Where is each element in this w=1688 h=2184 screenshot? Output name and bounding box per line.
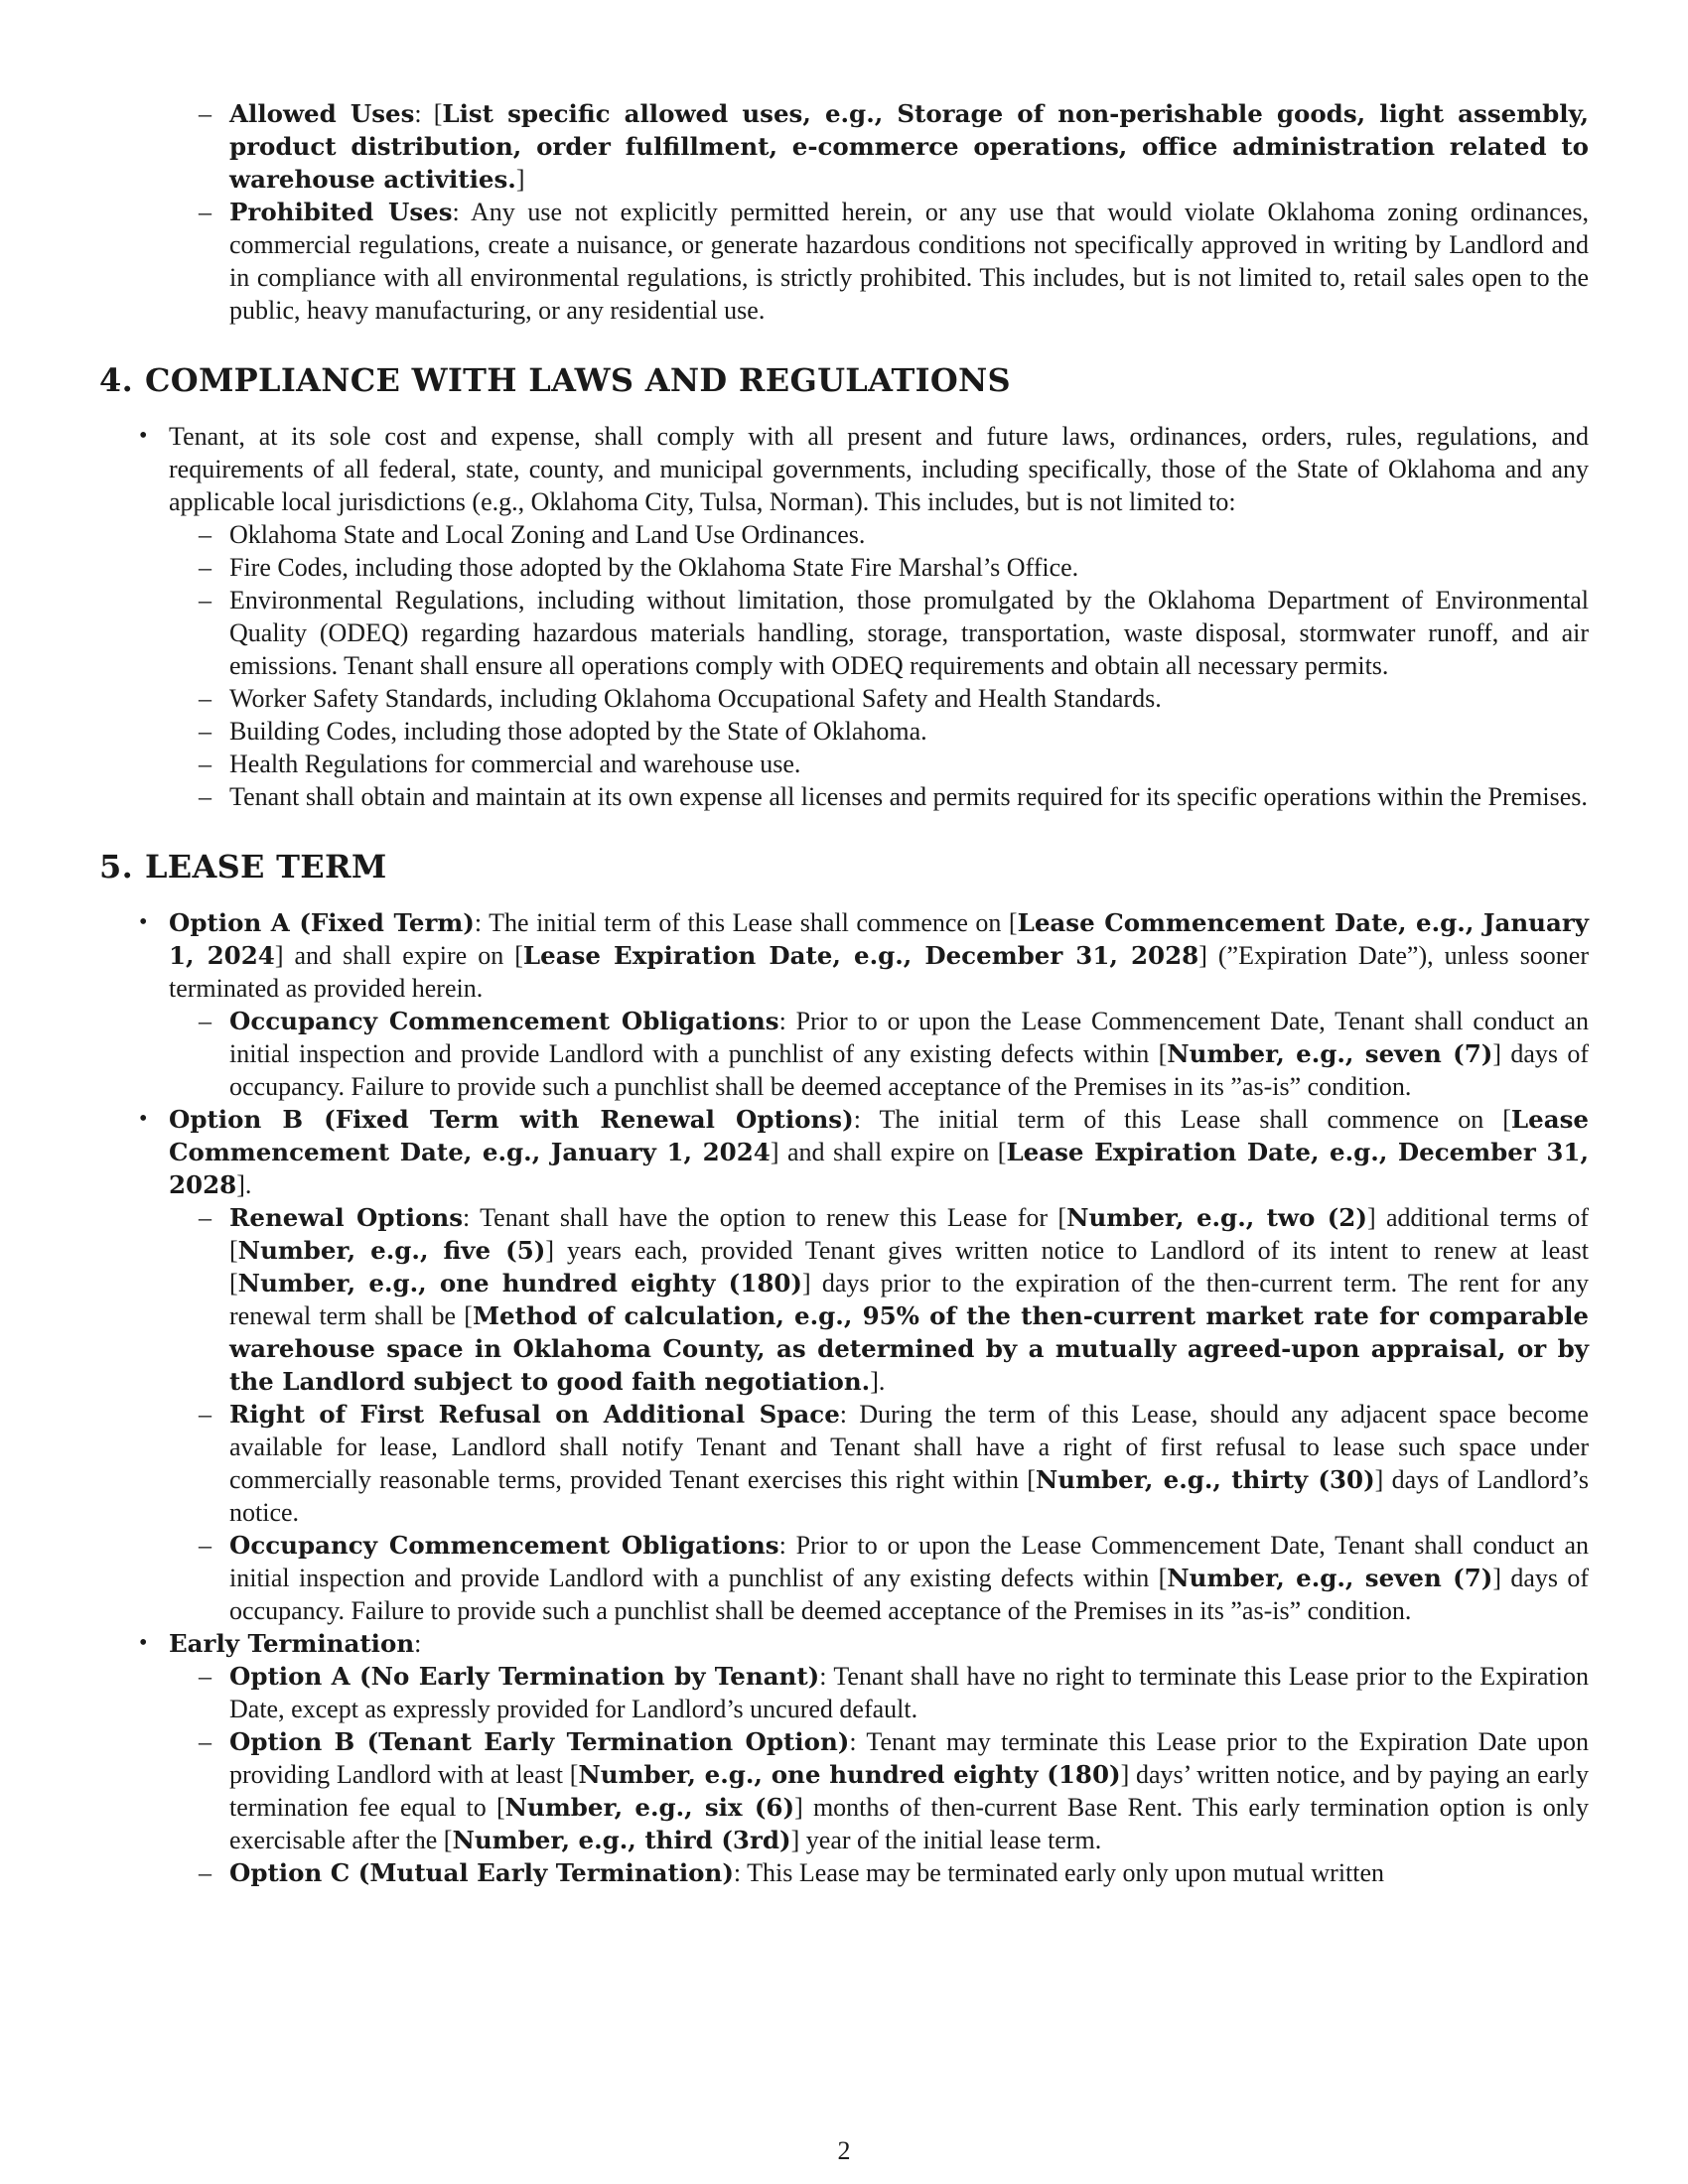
clause-body: [List specific allowed uses, e.g., Storage of non-perishable goods, light assembly, product distribution, order fulfillment, e-commerce operations, office administration related to warehouse activities.] — [229, 99, 1590, 194]
page-number: 2 — [837, 2136, 851, 2165]
option-sublist — [169, 1005, 1589, 1103]
option-label: Early Termination — [169, 1629, 415, 1658]
list-item: – Occupancy Commencement Obligations: Prior to or upon the Lease Commencement Date, Tenant shall conduct an initial inspection and provide Landlord with a punchlist of any existing defects within [Number, e.g., seven (7)] days of occupancy. Failure to provide such a punchlist shall be deemed acceptance of the Premises in its ”as-is” condition. — [229, 1005, 1589, 1103]
compliance-list — [99, 420, 1589, 813]
list-item: – Prohibited Uses: Any use not explicitly permitted herein, or any use that would violate Oklahoma zoning ordinances, commercial regulations, create a nuisance, or generate hazardous conditions not specifically approved in writing by Landlord and in compliance with all environmental regulations, is strictly prohibited. This includes, but is not limited to, retail sales open to the public, heavy manufacturing, or any residential use. — [229, 196, 1589, 327]
list-item: – Allowed Uses: [List specific allowed uses, e.g., Storage of non-perishable goods, light assembly, product distribution, order fulfillment, e-commerce operations, office administration related to warehouse activities.] — [229, 97, 1589, 196]
option-sublist — [169, 1201, 1589, 1627]
list-item — [169, 420, 1589, 813]
list-item: – Option C (Mutual Early Termination): This Lease may be terminated early only upon mutual written — [229, 1856, 1589, 1889]
list-item: – Worker Safety Standards, including Oklahoma Occupational Safety and Health Standards. — [229, 682, 1589, 715]
list-item: – Tenant shall obtain and maintain at its own expense all licenses and permits required for its specific operations within the Premises. — [229, 780, 1589, 813]
list-item: – Option B (Tenant Early Termination Option): Tenant may terminate this Lease prior to the Expiration Date upon providing Landlord with at least [Number, e.g., one hundred eighty (180)] days’ written notice, and by paying an early termination fee equal to [Number, e.g., six (6)] months of then-current Base Rent. This early termination option is only exercisable after the [Number, e.g., third (3rd)] year of the initial lease term. — [229, 1725, 1589, 1856]
section-heading-lease-term: 5. LEASE TERM — [99, 848, 387, 886]
clause-body: Any use not explicitly permitted herein, or any use that would violate Oklahoma zoning ordinances, commercial regulations, create a nuisance, or generate hazardous conditions not specifically approved in writing by Landlord and in compliance with all environmental regulations, is strictly prohibited. This includes, but is not limited to, retail sales open to the public, heavy manufacturing, or any residential use. — [229, 198, 1589, 325]
clause-label: Prohibited Uses — [229, 198, 453, 226]
list-item: – Occupancy Commencement Obligations: Prior to or upon the Lease Commencement Date, Tenant shall conduct an initial inspection and provide Landlord with a punchlist of any existing defects within [Number, e.g., seven (7)] days of occupancy. Failure to provide such a punchlist shall be deemed acceptance of the Premises in its ”as-is” condition. — [229, 1529, 1589, 1627]
clause-label: Allowed Uses — [229, 99, 415, 128]
list-item: – Building Codes, including those adopted by the State of Oklahoma. — [229, 715, 1589, 748]
list-item: – Option A (No Early Termination by Tenant): Tenant shall have no right to terminate this Lease prior to the Expiration Date, except as expressly provided for Landlord’s uncured default. — [229, 1660, 1589, 1725]
compliance-sublist — [169, 518, 1589, 813]
lease-term-list — [99, 906, 1589, 1889]
list-item: • Early Termination: – Option A (No Early Termination by Tenant): Tenant shall have no right to terminate this Lease prior to the Expiration Date, except as expressly provided for Landlord’s uncured default. – Option B (Tenant Early Termination Option): Tenant may terminate this Lease prior to the Expiration Date upon providing Landlord with at least [Number, e.g., one hundred eighty (180)] days’ written notice, and by paying an early termination fee equal to [Number, e.g., six (6)] months of then-current Base Rent. This early termination option is only exercisable after the [Number, e.g., third (3rd)] year of the initial lease term. – Option C (Mutual Early Termination): This Lease may be terminated early only upon mutual written — [169, 1627, 1589, 1889]
list-item: • Option B (Fixed Term with Renewal Options): The initial term of this Lease shall commence on [Lease Commencement Date, e.g., January 1, 2024] and shall expire on [Lease Expiration Date, e.g., December 31, 2028]. – Renewal Options: Tenant shall have the option to renew this Lease for [Number, e.g., two (2)] additional terms of [Number, e.g., five (5)] years each, provided Tenant gives written notice to Landlord of its intent to renew at least [Number, e.g., one hundred eighty (180)] days prior to the expiration of the then-current term. The rent for any renewal term shall be [Method of calculation, e.g., 95% of the then-current market rate for comparable warehouse space in Oklahoma County, as determined by a mutually agreed-upon appraisal, or by the Landlord subject to good faith negotiation.]. – Right of First Refusal on Additional Space: During the term of this Lease, should any adjacent space become available for lease, Landlord shall notify Tenant and Tenant shall have a right of first refusal to lease such space under commercially reasonable terms, provided Tenant exercises this right within [Number, e.g., thirty (30)] days of Landlord’s notice. – Occupancy Commencement Obligations: Prior to or upon the Lease Commencement Date, Tenant shall conduct an initial inspection and provide Landlord with a punchlist of any existing defects within [Number, e.g., seven (7)] days of occupancy. Failure to provide such a punchlist shall be deemed acceptance of the Premises in its ”as-is” condition. — [169, 1103, 1589, 1627]
compliance-intro: Tenant, at its sole cost and expense, shall comply with all present and future laws, ordinances, orders, rules, regulations, and requirements of all federal, state, county, and municipal governments, including specifically, those of the State of Oklahoma and any applicable local jurisdictions (e.g., Oklahoma City, Tulsa, Norman). This includes, but is not limited to: — [169, 422, 1589, 516]
list-item: – Health Regulations for commercial and warehouse use. — [229, 748, 1589, 780]
option-label: Option B (Fixed Term with Renewal Options) — [169, 1105, 854, 1134]
list-item: – Fire Codes, including those adopted by the Oklahoma State Fire Marshal’s Office. — [229, 551, 1589, 584]
list-item: – Oklahoma State and Local Zoning and Land Use Ordinances. — [229, 518, 1589, 551]
list-item: – Environmental Regulations, including without limitation, those promulgated by the Oklahoma Department of Environmental Quality (ODEQ) regarding hazardous materials handling, storage, transportation, waste disposal, stormwater runoff, and air emissions. Tenant shall ensure all operations comply with ODEQ requirements and obtain all necessary permits. — [229, 584, 1589, 682]
page-content — [99, 97, 1589, 1889]
option-label: Option A (Fixed Term) — [169, 908, 475, 937]
option-sublist — [169, 1660, 1589, 1889]
list-item: – Renewal Options: Tenant shall have the option to renew this Lease for [Number, e.g., two (2)] additional terms of [Number, e.g., five (5)] years each, provided Tenant gives written notice to Landlord of its intent to renew at least [Number, e.g., one hundred eighty (180)] days prior to the expiration of the then-current term. The rent for any renewal term shall be [Method of calculation, e.g., 95% of the then-current market rate for comparable warehouse space in Oklahoma County, as determined by a mutually agreed-upon appraisal, or by the Landlord subject to good faith negotiation.]. — [229, 1201, 1589, 1398]
section-heading-compliance: 4. COMPLIANCE WITH LAWS AND REGULATIONS — [99, 361, 1011, 399]
list-item: – Right of First Refusal on Additional Space: During the term of this Lease, should any adjacent space become available for lease, Landlord shall notify Tenant and Tenant shall have a right of first refusal to lease such space under commercially reasonable terms, provided Tenant exercises this right within [Number, e.g., thirty (30)] days of Landlord’s notice. — [229, 1398, 1589, 1529]
use-clauses-list — [99, 97, 1589, 327]
list-item: • Option A (Fixed Term): The initial term of this Lease shall commence on [Lease Commencement Date, e.g., January 1, 2024] and shall expire on [Lease Expiration Date, e.g., December 31, 2028] (”Expiration Date”), unless sooner terminated as provided herein. – Occupancy Commencement Obligations: Prior to or upon the Lease Commencement Date, Tenant shall conduct an initial inspection and provide Landlord with a punchlist of any existing defects within [Number, e.g., seven (7)] days of occupancy. Failure to provide such a punchlist shall be deemed acceptance of the Premises in its ”as-is” condition. — [169, 906, 1589, 1103]
